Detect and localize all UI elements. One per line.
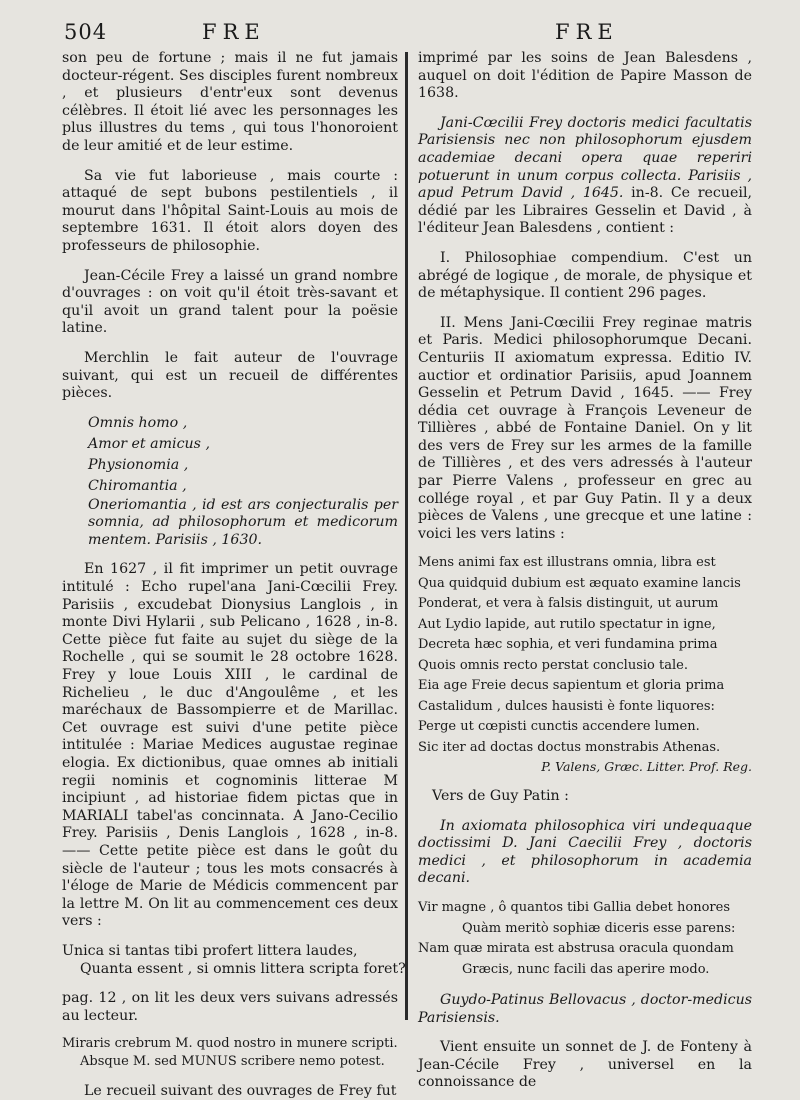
text: in-8. Ce recueil, dédié par les Libraires Gesselin et David , à l'éditeur Jean Balesdens , contient :	[418, 185, 752, 236]
page-number: 504	[64, 20, 107, 44]
verse-block-valens	[418, 553, 752, 758]
signature-patin: Guydo-Patinus Bellovacus , doctor-medicus Parisiensis.	[418, 992, 752, 1027]
verse-line: Vir magne , ô quantos tibi Gallia debet honores	[418, 898, 752, 919]
paragraph: En 1627 , il fit imprimer un petit ouvrage intitulé : Echo rupel'ana Jani-Cœcilii Frey. Parisiis , excudebat Dionysius Langlois , in monte Divi Hylarii , sub Pelicano , 1628 , in-8. Cette pièce fut faite au sujet du siège de la Rochelle , qui se soumit le 28 octobre 1628. Frey y loue Louis XIII , le cardinal de Richelieu , le duc d'Angoulême , et les maréchaux de Bassompierre et de Marillac. Cet ouvrage est suivi d'une petite pièce intitulée : Mariae Medices augustae reginae elogia. Ex dictionibus, quae omnes ab initiali regii nominis et cognominis litterae M incipiunt , ad historiae fidem pictas que in MARIALI tabel'as concinnata. A Jano-Cecilio Frey. Parisiis , Denis Langlois , 1628 , in-8. —— Cette petite pièce est dans le goût du siècle de l'auteur ; tous les mots consacrés à l'éloge de Marie de Médicis commencent par la lettre M. On lit au commencement ces deux vers :	[62, 561, 398, 930]
list-item: Chiromantia ,	[88, 476, 398, 497]
right-column	[418, 50, 752, 1092]
paragraph	[418, 115, 752, 238]
verse-line: Miraris crebrum M. quod nostro in munere scripti.	[62, 1035, 398, 1053]
running-head-left: FRE	[202, 20, 266, 44]
title-italic: Jani-Cœcilii Frey doctoris medici facultatis Parisiensis nec non philosophorum ejusdem academiae decani opera quae reperiri potuerunt in unum corpus collecta. Parisiis , apud Petrum David , 1645.	[418, 115, 752, 201]
paragraph: II. Mens Jani-Cœcilii Frey reginae matris et Paris. Medici philosophorumque Decani. Centuriis II axiomatum expressa. Editio IV. auctior et ordinatior Parisiis, apud Joannem Gesselin et Petrum David , 1645. —— Frey dédia cet ouvrage à François Leveneur de Tillières , abbé de Fontaine Daniel. On y lit des vers de Frey sur les armes de la famille de Tillières , et des vers adressés à l'auteur par Pierre Valens , professeur en grec au collége royal , et par Guy Patin. Il y a deux pièces de Valens , une grecque et une latine : voici les vers latins :	[418, 315, 752, 544]
paragraph: Le recueil suivant des ouvrages de Frey fut	[62, 1083, 398, 1100]
column-divider	[405, 52, 408, 1020]
verse-line: Perge ut cœpisti cunctis accendere lumen.	[418, 717, 752, 738]
verse-line: Quàm meritò sophiæ diceris esse parens:	[418, 919, 752, 940]
verse-line: Eia age Freie decus sapientum et gloria prima	[418, 676, 752, 697]
verse-line: Quanta essent , si omnis littera scripta foret?	[62, 961, 398, 979]
paragraph: Jean-Cécile Frey a laissé un grand nombre d'ouvrages : on voit qu'il étoit très-savant et qu'il avoit un grand talent pour la poësie latine.	[62, 268, 398, 338]
section-heading: Vers de Guy Patin :	[432, 788, 752, 806]
verse-line: Mens animi fax est illustrans omnia, libra est	[418, 553, 752, 574]
verse-line: Ponderat, et vera à falsis distinguit, ut aurum	[418, 594, 752, 615]
verse-block	[62, 1035, 398, 1070]
works-list	[62, 413, 398, 550]
verse-line: Absque M. sed MUNUS scribere nemo potest.	[62, 1053, 398, 1071]
paragraph: Vient ensuite un sonnet de J. de Fonteny à Jean-Cécile Frey , universel en la connoissance de	[418, 1039, 752, 1092]
paragraph: son peu de fortune ; mais il ne fut jamais docteur-régent. Ses disciples furent nombreux , et plusieurs d'entr'eux sont devenus célèbres. Il étoit lié avec les personnages les plus illustres du tems , qui tous l'honoroient de leur amitié et de leur estime.	[62, 50, 398, 156]
verse-line: Qua quidquid dubium est æquato examine lancis	[418, 574, 752, 595]
paragraph: I. Philosophiae compendium. C'est un abrégé de logique , de morale, de physique et de métaphysique. Il contient 296 pages.	[418, 250, 752, 303]
list-item: Amor et amicus ,	[88, 434, 398, 455]
verse-line: Quois omnis recto perstat conclusio tale.	[418, 656, 752, 677]
verse-line: Castalidum , dulces hausisti è fonte liquores:	[418, 697, 752, 718]
verse-line: Aut Lydio lapide, aut rutilo spectatur in igne,	[418, 615, 752, 636]
verse-block-patin	[418, 898, 752, 980]
paragraph: pag. 12 , on lit les deux vers suivans adressés au lecteur.	[62, 990, 398, 1025]
paragraph: Sa vie fut laborieuse , mais courte : attaqué de sept bubons pestilentiels , il mourut dans l'hôpital Saint-Louis au mois de septembre 1631. Il étoit alors doyen des professeurs de philosophie.	[62, 168, 398, 256]
verse-line: Græcis, nunc facili das aperire modo.	[418, 960, 752, 981]
verse-line: Nam quæ mirata est abstrusa oracula quondam	[418, 939, 752, 960]
patin-title: In axiomata philosophica viri undequaque doctissimi D. Jani Caecilii Frey , doctoris medici , et philosophorum in academia decani.	[418, 818, 752, 888]
running-head-right: FRE	[555, 20, 619, 44]
verse-line: Unica si tantas tibi profert littera laudes,	[62, 943, 398, 961]
verse-block	[62, 943, 398, 978]
verse-line: Decreta hæc sophia, et veri fundamina prima	[418, 635, 752, 656]
list-item: Physionomia ,	[88, 455, 398, 476]
paragraph: Merchlin le fait auteur de l'ouvrage suivant, qui est un recueil de différentes pièces.	[62, 350, 398, 403]
paragraph: imprimé par les soins de Jean Balesdens , auquel on doit l'édition de Papire Masson de 1638.	[418, 50, 752, 103]
list-item: Oneriomantia , id est ars conjecturalis per somnia, ad philosophorum et medicorum mentem. Parisiis , 1630.	[62, 497, 398, 550]
signature-valens: P. Valens, Græc. Litter. Prof. Reg.	[418, 758, 752, 776]
verse-line: Sic iter ad doctas doctus monstrabis Athenas.	[418, 738, 752, 759]
list-item: Omnis homo ,	[88, 413, 398, 434]
left-column	[62, 50, 398, 1100]
